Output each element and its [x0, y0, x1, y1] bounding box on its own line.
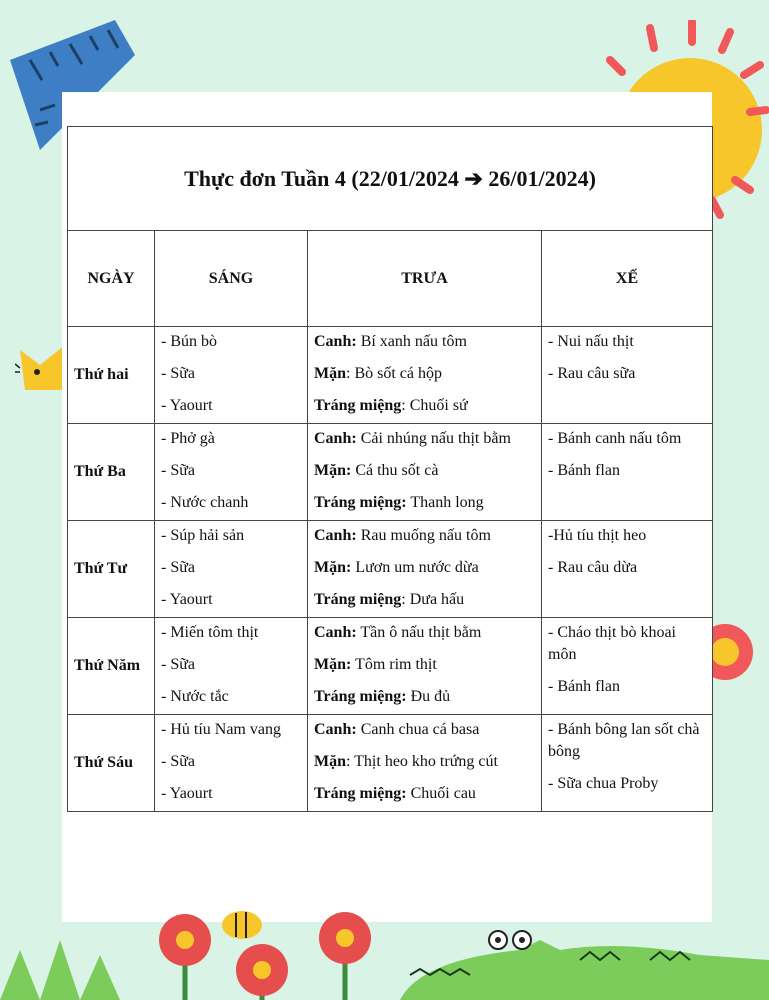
list-item: - Rau câu dừa [548, 559, 638, 576]
table-row [68, 327, 713, 424]
list-item: - Sữa chua Proby [548, 775, 659, 792]
afternoon-cell [542, 327, 713, 424]
dessert-label: Tráng miệng: [314, 688, 407, 705]
list-item: -Hủ tíu thịt heo [548, 527, 647, 544]
list-item: - Nước tắc [161, 688, 229, 705]
day-label: Thứ Sáu [68, 715, 155, 812]
main-label: Mặn [314, 365, 346, 382]
header-afternoon: XẾ [542, 231, 713, 327]
menu-title: Thực đơn Tuần 4 (22/01/2024 ➔ 26/01/2024) [68, 127, 713, 231]
afternoon-cell [542, 618, 713, 715]
morning-cell [155, 618, 308, 715]
list-item: - Bánh flan [548, 462, 620, 479]
list-item: - Rau câu sữa [548, 365, 636, 382]
soup-label: Canh: [314, 721, 357, 738]
dessert-label: Tráng miệng: [314, 785, 407, 802]
main-label: Mặn: [314, 656, 352, 673]
list-item: - Cháo thịt bò khoai môn [548, 624, 676, 663]
lunch-cell [308, 521, 542, 618]
dessert-label: Tráng miệng: [314, 494, 407, 511]
soup-dish: Bí xanh nấu tôm [360, 333, 467, 350]
soup-label: Canh: [314, 624, 357, 641]
lunch-cell [308, 715, 542, 812]
lunch-cell [308, 618, 542, 715]
list-item: - Yaourt [161, 591, 213, 608]
list-item: - Bánh canh nấu tôm [548, 430, 682, 447]
table-row [68, 715, 713, 812]
sunflower-decoration [705, 615, 769, 690]
table-row [68, 618, 713, 715]
day-label: Thứ Ba [68, 424, 155, 521]
header-day: NGÀY [68, 231, 155, 327]
soup-dish: Rau muống nấu tôm [360, 527, 491, 544]
morning-cell [155, 715, 308, 812]
soup-dish: Tần ô nấu thịt bằm [360, 624, 482, 641]
afternoon-cell [542, 424, 713, 521]
list-item: - Phở gà [161, 430, 215, 447]
list-item: - Bánh flan [548, 678, 620, 695]
main-label: Mặn: [314, 462, 352, 479]
morning-cell [155, 424, 308, 521]
soup-dish: Canh chua cá basa [360, 721, 480, 738]
header-lunch: TRƯA [308, 231, 542, 327]
main-dish: Tôm rim thịt [355, 656, 437, 673]
day-label: Thứ Năm [68, 618, 155, 715]
table-row [68, 424, 713, 521]
dessert-dish: Chuối cau [410, 785, 476, 802]
morning-cell [155, 521, 308, 618]
lunch-cell [308, 327, 542, 424]
list-item: - Yaourt [161, 785, 213, 802]
main-dish: : Thịt heo kho trứng cút [346, 753, 498, 770]
dessert-dish: : Chuối sứ [401, 397, 468, 414]
lunch-cell [308, 424, 542, 521]
afternoon-cell [542, 521, 713, 618]
main-dish: Cá thu sốt cà [355, 462, 439, 479]
header-morning: SÁNG [155, 231, 308, 327]
dessert-label: Tráng miệng [314, 397, 402, 414]
list-item: - Hủ tíu Nam vang [161, 721, 281, 738]
list-item: - Sữa [161, 559, 195, 576]
list-item: - Sữa [161, 462, 195, 479]
list-item: - Nui nấu thịt [548, 333, 634, 350]
soup-dish: Cải nhúng nấu thịt bằm [360, 430, 511, 447]
dessert-label: Tráng miệng [314, 591, 402, 608]
day-label: Thứ Tư [68, 521, 155, 618]
dessert-dish: Thanh long [410, 494, 484, 511]
morning-cell [155, 327, 308, 424]
soup-label: Canh: [314, 430, 357, 447]
table-row [68, 521, 713, 618]
list-item: - Sữa [161, 365, 195, 382]
list-item: - Bún bò [161, 333, 217, 350]
main-dish: Lươn um nước dừa [355, 559, 479, 576]
main-label: Mặn: [314, 559, 352, 576]
afternoon-cell [542, 715, 713, 812]
main-label: Mặn [314, 753, 346, 770]
list-item: - Súp hải sản [161, 527, 245, 544]
dessert-dish: : Dưa hấu [401, 591, 465, 608]
list-item: - Bánh bông lan sốt chà bông [548, 721, 700, 760]
soup-label: Canh: [314, 527, 357, 544]
garden-decoration [0, 880, 769, 1000]
dessert-dish: Đu đủ [410, 688, 451, 705]
list-item: - Miến tôm thịt [161, 624, 259, 641]
list-item: - Sữa [161, 753, 195, 770]
day-label: Thứ hai [68, 327, 155, 424]
main-dish: : Bò sốt cá hộp [346, 365, 442, 382]
list-item: - Yaourt [161, 397, 213, 414]
list-item: - Nước chanh [161, 494, 249, 511]
soup-label: Canh: [314, 333, 357, 350]
list-item: - Sữa [161, 656, 195, 673]
menu-table [67, 126, 713, 812]
